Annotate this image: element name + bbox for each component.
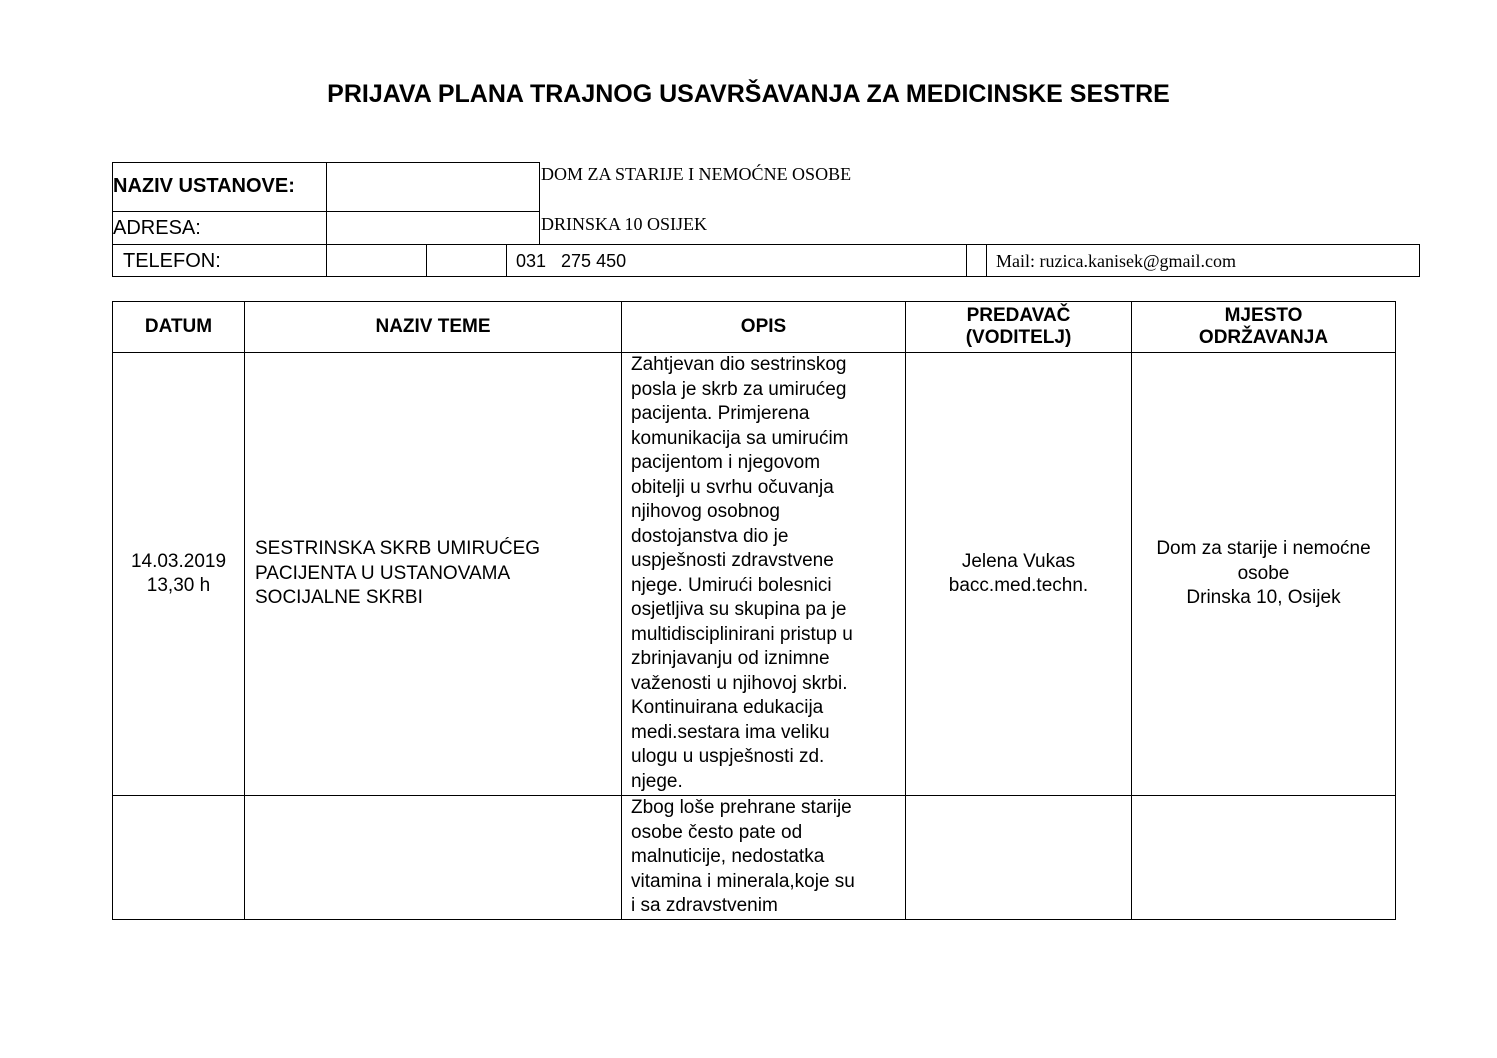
row-date: [113, 796, 245, 920]
table-header-row: [113, 302, 1396, 353]
row-lecturer: [906, 796, 1132, 920]
table-row: [113, 796, 1396, 920]
institution-name-label: NAZIV USTANOVE:: [113, 175, 295, 197]
row-theme: [245, 796, 622, 920]
phone-label: TELEFON:: [123, 250, 221, 272]
header-divider-label: [326, 162, 327, 277]
header-lecturer: PREDAVAČ (VODITELJ): [906, 302, 1132, 353]
phone-value: 031 275 450: [516, 251, 627, 271]
institution-name-value: DOM ZA STARIJE I NEMOĆNE OSOBE: [541, 164, 852, 184]
address-value: DRINSKA 10 OSIJEK: [541, 214, 708, 234]
address-label: ADRESA:: [113, 217, 201, 239]
header-location: MJESTO ODRŽAVANJA: [1132, 302, 1396, 353]
header-border-row2: [112, 244, 1420, 245]
header-theme: NAZIV TEME: [245, 302, 622, 353]
header-date: DATUM: [113, 302, 245, 353]
row-description: Zahtjevan dio sestrinskog posla je skrb za umirućeg pacijenta. Primjerena komunikacija sa umirućim pacijentom i njegovom obitelji u svrhu očuvanja njihovog osobnog dostojanstva dio je uspješnosti zdravstvene njege. Umirući bolesnici osjetljiva su skupina pa je multidisciplinirani pristup u zbrinjavanju od iznimne važenosti u njihovoj skrbi. Kontinuirana edukacija medi.sestara ima veliku ulogu u uspješnosti zd. njege.: [622, 353, 906, 796]
row-description: Zbog loše prehrane starije osobe često pate od malnuticije, nedostatka vitamina i minerala,koje su i sa zdravstvenim: [622, 796, 906, 920]
header-description: OPIS: [622, 302, 906, 353]
header-border-bottom: [112, 276, 1420, 277]
header-divider-phone-1: [426, 244, 427, 277]
row-date: 14.03.2019 13,30 h: [113, 353, 245, 796]
header-divider-phone-3: [966, 244, 967, 277]
education-plan-table: [112, 301, 1396, 920]
row-location: Dom za starije i nemoćne osobe Drinska 10, Osijek: [1132, 353, 1396, 796]
table-row: [113, 353, 1396, 796]
header-divider-phone-2: [506, 244, 507, 277]
header-border-right: [1419, 244, 1420, 277]
header-divider-value: [539, 162, 540, 245]
document-title: PRIJAVA PLANA TRAJNOG USAVRŠAVANJA ZA MEDICINSKE SESTRE: [327, 80, 1170, 108]
email-value: Mail: ruzica.kanisek@gmail.com: [996, 251, 1237, 271]
header-divider-mail: [986, 244, 987, 277]
row-theme: SESTRINSKA SKRB UMIRUĆEG PACIJENTA U USTANOVAMA SOCIJALNE SKRBI: [245, 353, 622, 796]
row-lecturer: Jelena Vukas bacc.med.techn.: [906, 353, 1132, 796]
row-location: [1132, 796, 1396, 920]
